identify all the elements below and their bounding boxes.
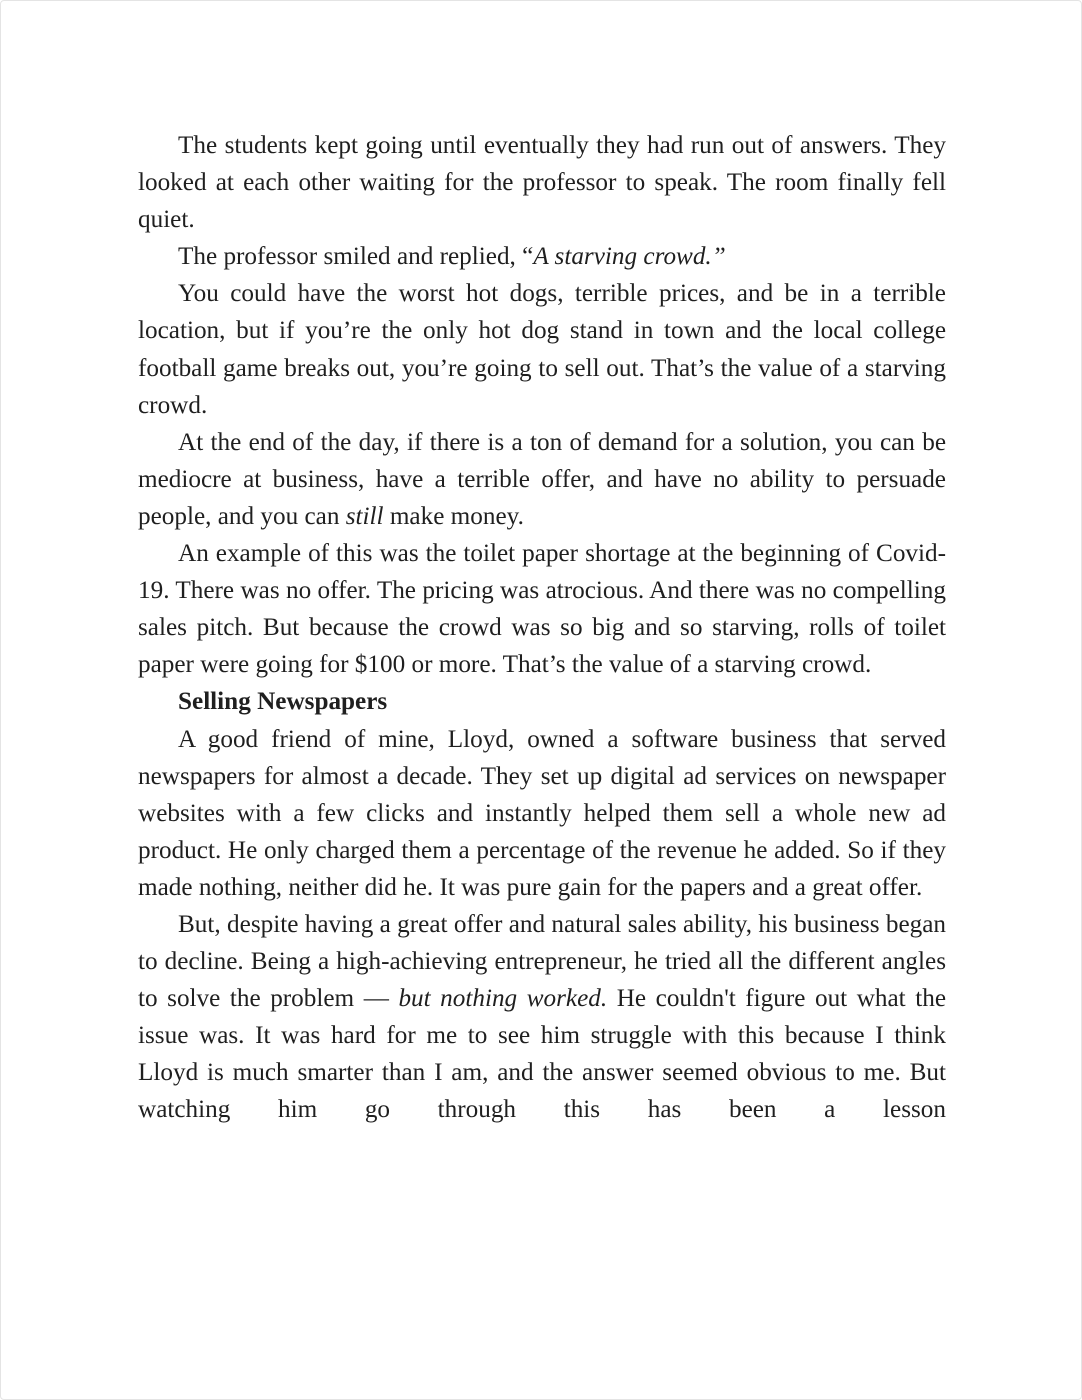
text-run: You could have the worst hot dogs, terrible prices, and be in a terrible location, but if you’re the only hot dog stand in town and the local college football game breaks out, you’re going to sell out. That’s the value of a starving crowd. <box>138 280 946 419</box>
paragraph <box>138 238 946 275</box>
body-text <box>138 127 946 1129</box>
text-run: But, despite having a great offer and natural sales ability, his business began to decline. Being a high-achieving entrepreneur, he tried all the different angles to solve the problem — <box>138 910 946 1013</box>
text-run: Selling Newspapers <box>178 688 388 716</box>
paragraph <box>138 275 946 423</box>
paragraph <box>138 721 946 906</box>
paragraph <box>138 127 946 238</box>
text-run: The professor smiled and replied, “ <box>178 243 534 271</box>
text-run: The students kept going until eventually they had run out of answers. They looked at each other waiting for the professor to speak. The room finally fell quiet. <box>138 132 946 234</box>
section-heading <box>138 683 946 720</box>
text-run: At the end of the day, if there is a ton of demand for a solution, you can be mediocre at business, have a terrible offer, and have no ability to persuade people, and you can <box>138 428 946 530</box>
paragraph <box>138 535 946 683</box>
text-run: An example of this was the toilet paper shortage at the beginning of Covid-19. There was no offer. The pricing was atrocious. And there was no compelling sales pitch. But because the crowd was so big and so starving, rolls of toilet paper were going for $100 or more. That’s the value of a starving crowd. <box>138 540 946 679</box>
paragraph <box>138 424 946 535</box>
text-run: A good friend of mine, Lloyd, owned a software business that served newspapers for almost a decade. They set up digital ad services on newspaper websites with a few clicks and instantly helped them sell a whole new ad product. He only charged them a percentage of the revenue he added. So if they made nothing, neither did he. It was pure gain for the papers and a great offer. <box>138 725 946 901</box>
text-run: He couldn't figure out what the issue was. It was hard for me to see him struggle with this because I think Lloyd is much smarter than I am, and the answer seemed obvious to me. But watching him go through this has been a lesson <box>138 985 947 1124</box>
italic-text: A starving crowd.” <box>533 243 726 271</box>
paragraph-continued <box>138 906 946 1129</box>
italic-text: still <box>345 502 384 530</box>
italic-text: but nothing worked. <box>398 985 608 1013</box>
text-run: make money. <box>383 502 524 530</box>
